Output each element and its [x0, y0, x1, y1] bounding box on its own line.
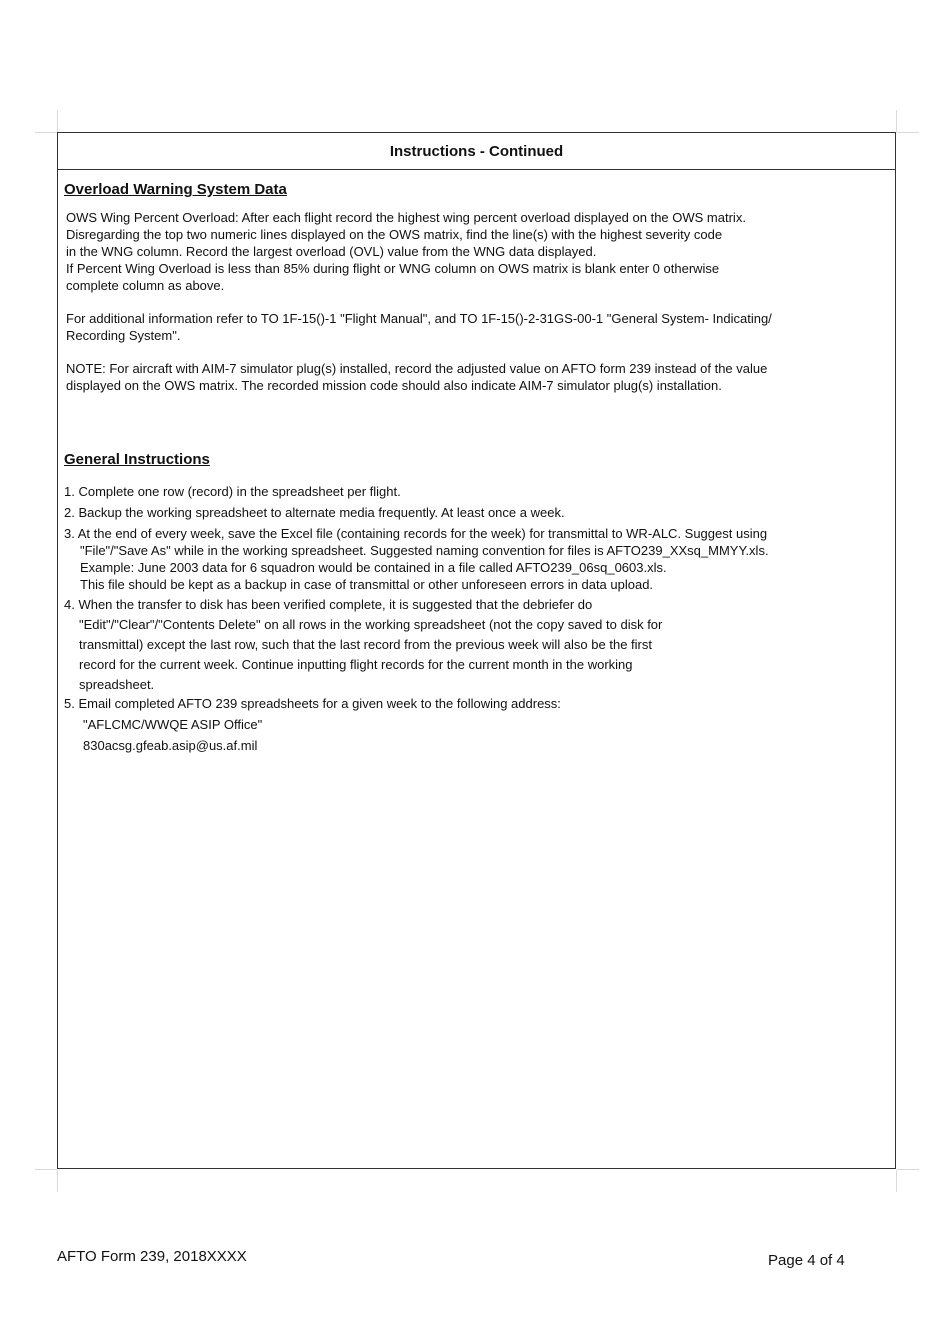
- crop-mark: [35, 132, 57, 133]
- footer-page-number: Page 4 of 4: [768, 1252, 845, 1269]
- list-item-text: 3. At the end of every week, save the Excel file (containing records for the week) for transmittal to WR-ALC. Suggest using: [64, 526, 768, 541]
- footer-form-id: AFTO Form 239, 2018XXXX: [57, 1248, 247, 1265]
- general-section-title: General Instructions: [64, 451, 210, 468]
- instructions-form-box: [57, 132, 896, 1169]
- list-item: [64, 483, 864, 500]
- ows-paragraph-overload: OWS Wing Percent Overload: After each flight record the highest wing percent overload displayed on the OWS matrix. Disregarding the top two numeric lines displayed on the OWS matrix, find the line(s) with the highest severity code in the WNG column. Record the largest overload (OVL) value from the WNG data displayed. If Percent Wing Overload is less than 85% during flight or WNG column on OWS matrix is blank enter 0 otherwise complete column as above.: [66, 210, 746, 293]
- crop-mark: [896, 110, 897, 132]
- list-item-text: 1. Complete one row (record) in the spreadsheet per flight.: [64, 484, 401, 499]
- address-email: 830acsg.gfeab.asip@us.af.mil: [83, 738, 258, 753]
- crop-mark: [57, 1170, 58, 1192]
- ows-paragraph-note: NOTE: For aircraft with AIM-7 simulator plug(s) installed, record the adjusted value on AFTO form 239 instead of the value displayed on the OWS matrix. The recorded mission code should also indicate AIM-7 simulator plug(s) installation.: [66, 361, 768, 393]
- crop-mark: [57, 110, 58, 132]
- list-item: [64, 525, 864, 593]
- list-item: [64, 695, 864, 756]
- ows-paragraph-reference: For additional information refer to TO 1F-15()-1 "Flight Manual", and TO 1F-15()-2-31GS-00-1 "General System- Indicating/ Recording System".: [66, 311, 772, 343]
- ows-section-title: Overload Warning System Data: [64, 181, 287, 198]
- general-instructions-list: [64, 483, 864, 756]
- list-item-text: 4. When the transfer to disk has been verified complete, it is suggested that the debriefer do: [64, 597, 593, 612]
- list-item: [64, 504, 864, 521]
- list-item-text: 5. Email completed AFTO 239 spreadsheets for a given week to the following address:: [64, 696, 561, 711]
- list-item-text: 2. Backup the working spreadsheet to alternate media frequently. At least once a week.: [64, 505, 565, 520]
- address-name: "AFLCMC/WWQE ASIP Office": [83, 717, 263, 732]
- crop-mark: [35, 1169, 57, 1170]
- list-item: [64, 595, 864, 695]
- crop-mark: [897, 1169, 919, 1170]
- form-header-title: Instructions - Continued: [58, 133, 895, 170]
- list-item-continuation: "Edit"/"Clear"/"Contents Delete" on all rows in the working spreadsheet (not the copy saved to disk for transmittal) except the last row, such that the last record from the previous week will also be the first record for the current week. Continue inputting flight records for the current month in the working spreadsheet.: [79, 617, 663, 692]
- crop-mark: [897, 132, 919, 133]
- list-item-continuation: "File"/"Save As" while in the working spreadsheet. Suggested naming convention for files is AFTO239_XXsq_MMYY.xls. Example: June 2003 data for 6 squadron would be contained in a file called AFTO239_06sq_0603.xls. This file should be kept as a backup in case of transmittal or other unforeseen errors in data upload.: [80, 543, 769, 592]
- crop-mark: [896, 1170, 897, 1192]
